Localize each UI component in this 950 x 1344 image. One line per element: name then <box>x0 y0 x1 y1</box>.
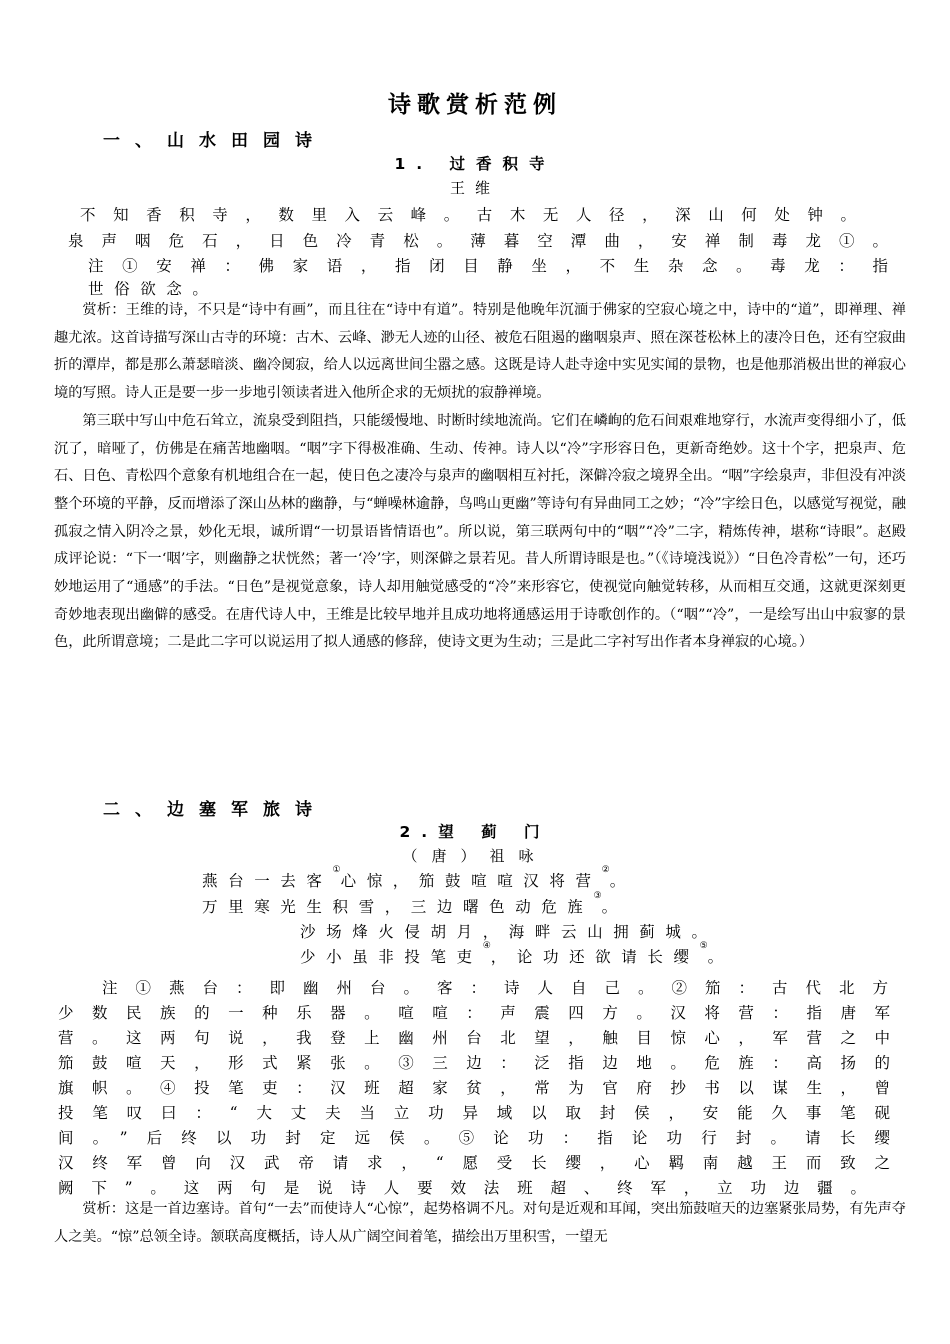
poem-text: 少小虽非投笔吏 <box>300 948 483 966</box>
poem-text: ，论功还欲请长缨 <box>490 948 700 966</box>
footnote-mark: ② <box>601 865 610 875</box>
appreciation-text-1 <box>54 297 906 657</box>
footnote-mark: ① <box>332 865 341 875</box>
appreciation-text-2 <box>54 1196 906 1251</box>
poem-author: 王维 <box>449 179 500 197</box>
section-heading-frontier: 二、边塞军旅诗 <box>103 800 327 820</box>
poem-text: 。 <box>707 948 734 966</box>
footnote-mark: ④ <box>482 941 491 951</box>
note-line: 世俗欲念。 <box>88 280 219 298</box>
poem-line <box>202 891 628 917</box>
paragraph: 赏析：这是一首边塞诗。首句“一去”而使诗人“心惊”，起势格调不凡。对句是近观和耳闻，突出笳鼓喧天的边塞紧张局势，有先声夺人之美。“惊”总领全诗。颔联高度概括，诗人从广阔空间着笔，描绘出万里积雪，一望无 <box>54 1201 906 1245</box>
poem-title-guo-xiang-ji-si: 1. 过香积寺 <box>394 155 556 173</box>
paragraph: 赏析：王维的诗，不只是“诗中有画”，而且往在“诗中有道”。特别是他晚年沉湎于佛家的空寂心境之中，诗中的“道”，即禅理、禅趣尤浓。这首诗描写深山古寺的环境：古木、云峰、渺无人迹的山径、被危石阻遏的幽咽泉声、照在深苍松林上的凄冷日色，还有空寂曲折的潭岸，都是那么萧瑟暗淡、幽冷阒寂，给人以远离世间尘嚣之感。这既是诗人赴寺途中实见实闻的景物，也是他那消极出世的禅寂心境的写照。诗人正是要一步一步地引领读者进入他所企求的无烦扰的寂静禅境。 <box>54 302 906 402</box>
poem-text: 万里寒光生积雪，三边曙色动危旌 <box>202 898 594 916</box>
document-title: 诗歌赏析范例 <box>388 92 562 118</box>
note-line: 阙下”。这两句是说诗人要效法班超、终军，立功边疆。 <box>58 1179 866 1197</box>
poem-text: 沙场烽火侵胡月，海畔云山拥蓟城。 <box>300 923 718 941</box>
footnote-mark: ⑤ <box>699 941 708 951</box>
poem-line <box>202 865 636 891</box>
note-line: 营。这两句说，我登上幽州台北望，触目惊心，军营之中 <box>58 1029 890 1047</box>
note-line: 注①安禅：佛家语，指闭目静坐，不生杂念。毒龙：指 <box>88 257 888 275</box>
poem-text: 心惊，笳鼓喧喧汉将营 <box>340 872 602 890</box>
poem-line: 不知香积寺，数里入云峰。古木无人径，深山何处钟。 <box>80 206 856 224</box>
note-line: 投笔叹曰：“大丈夫当立功异域以取封侯，安能久事笔砚 <box>58 1104 890 1122</box>
section-heading-landscape: 一、山水田园诗 <box>103 131 327 151</box>
poem-author: （唐）祖咏 <box>402 847 548 865</box>
note-line: 笳鼓喧天，形式紧张。③三边：泛指边地。危旌：高扬的 <box>58 1054 890 1072</box>
note-line: 汉终军曾向汉武帝请求，“愿受长缨，心羁南越王而致之 <box>58 1154 890 1172</box>
footnote-mark: ③ <box>593 891 602 901</box>
poem-text: 。 <box>601 898 628 916</box>
poem-text: 。 <box>609 872 636 890</box>
note-line: 少数民族的一种乐器。喧喧：声震四方。汉将营：指唐军 <box>58 1004 890 1022</box>
poem-line <box>300 920 718 942</box>
poem-line: 泉声咽危石，日色冷青松。薄暮空潭曲，安禅制毒龙①。 <box>68 232 888 250</box>
poem-text: 燕台一去客 <box>202 872 333 890</box>
paragraph: 第三联中写山中危石耸立，流泉受到阻挡，只能缓慢地、时断时续地流尚。它们在嶙峋的危石间艰难地穿行，水流声变得细小了，低沉了，暗哑了，仿佛是在痛苦地幽咽。“咽”字下得极准确、生动、传神。诗人以“冷”字形容日色，更新奇绝妙。这十个字，把泉声、危石、日色、青松四个意象有机地组合在一起，使日色之凄冷与泉声的幽咽相互衬托，深僻冷寂之境界全出。“咽”字绘泉声，非但没有冲淡整个环境的平静，反而增添了深山丛林的幽静，与“蝉噪林逾静，鸟鸣山更幽”等诗句有异曲同工之妙；“冷”字绘日色，以感觉写视觉，融孤寂之情入阴冷之景，妙化无垠，诚所谓“一切景语皆情语也”。所以说，第三联两句中的“咽”“冷”二字，精炼传神，堪称“诗眼”。赵殿成评论说：“下一‘咽’字，则幽静之状恍然；著一‘冷’字，则深僻之景若见。昔人所谓诗眼是也。”（《诗境浅说》）“日色冷青松”一句，还巧妙地运用了“通感”的手法。“日色”是视觉意象，诗人却用触觉感受的“冷”来形容它，使视觉向触觉转移，从而相互交通，这就更深刻更奇妙地表现出幽僻的感受。在唐代诗人中，王维是比较早地并且成功地将通感运用于诗歌创作的。（“咽”“冷”，一是绘写出山中寂寥的景色，此所谓意境；二是此二字可以说运用了拟人通感的修辞，使诗文更为生动；三是此二字衬写出作者本身禅寂的心境。） <box>54 412 906 651</box>
note-line: 旗帜。④投笔吏：汉班超家贫，常为官府抄书以谋生，曾 <box>58 1079 890 1097</box>
poem-title-wang-ji-men: 2.望 蓟 门 <box>399 823 551 841</box>
poem-line <box>300 941 734 967</box>
note-line: 间。”后终以功封定远侯。⑤论功：指论功行封。请长缨 <box>58 1129 890 1147</box>
note-line: 注①燕台：即幽州台。客：诗人自己。②笳：古代北方 <box>102 979 888 997</box>
